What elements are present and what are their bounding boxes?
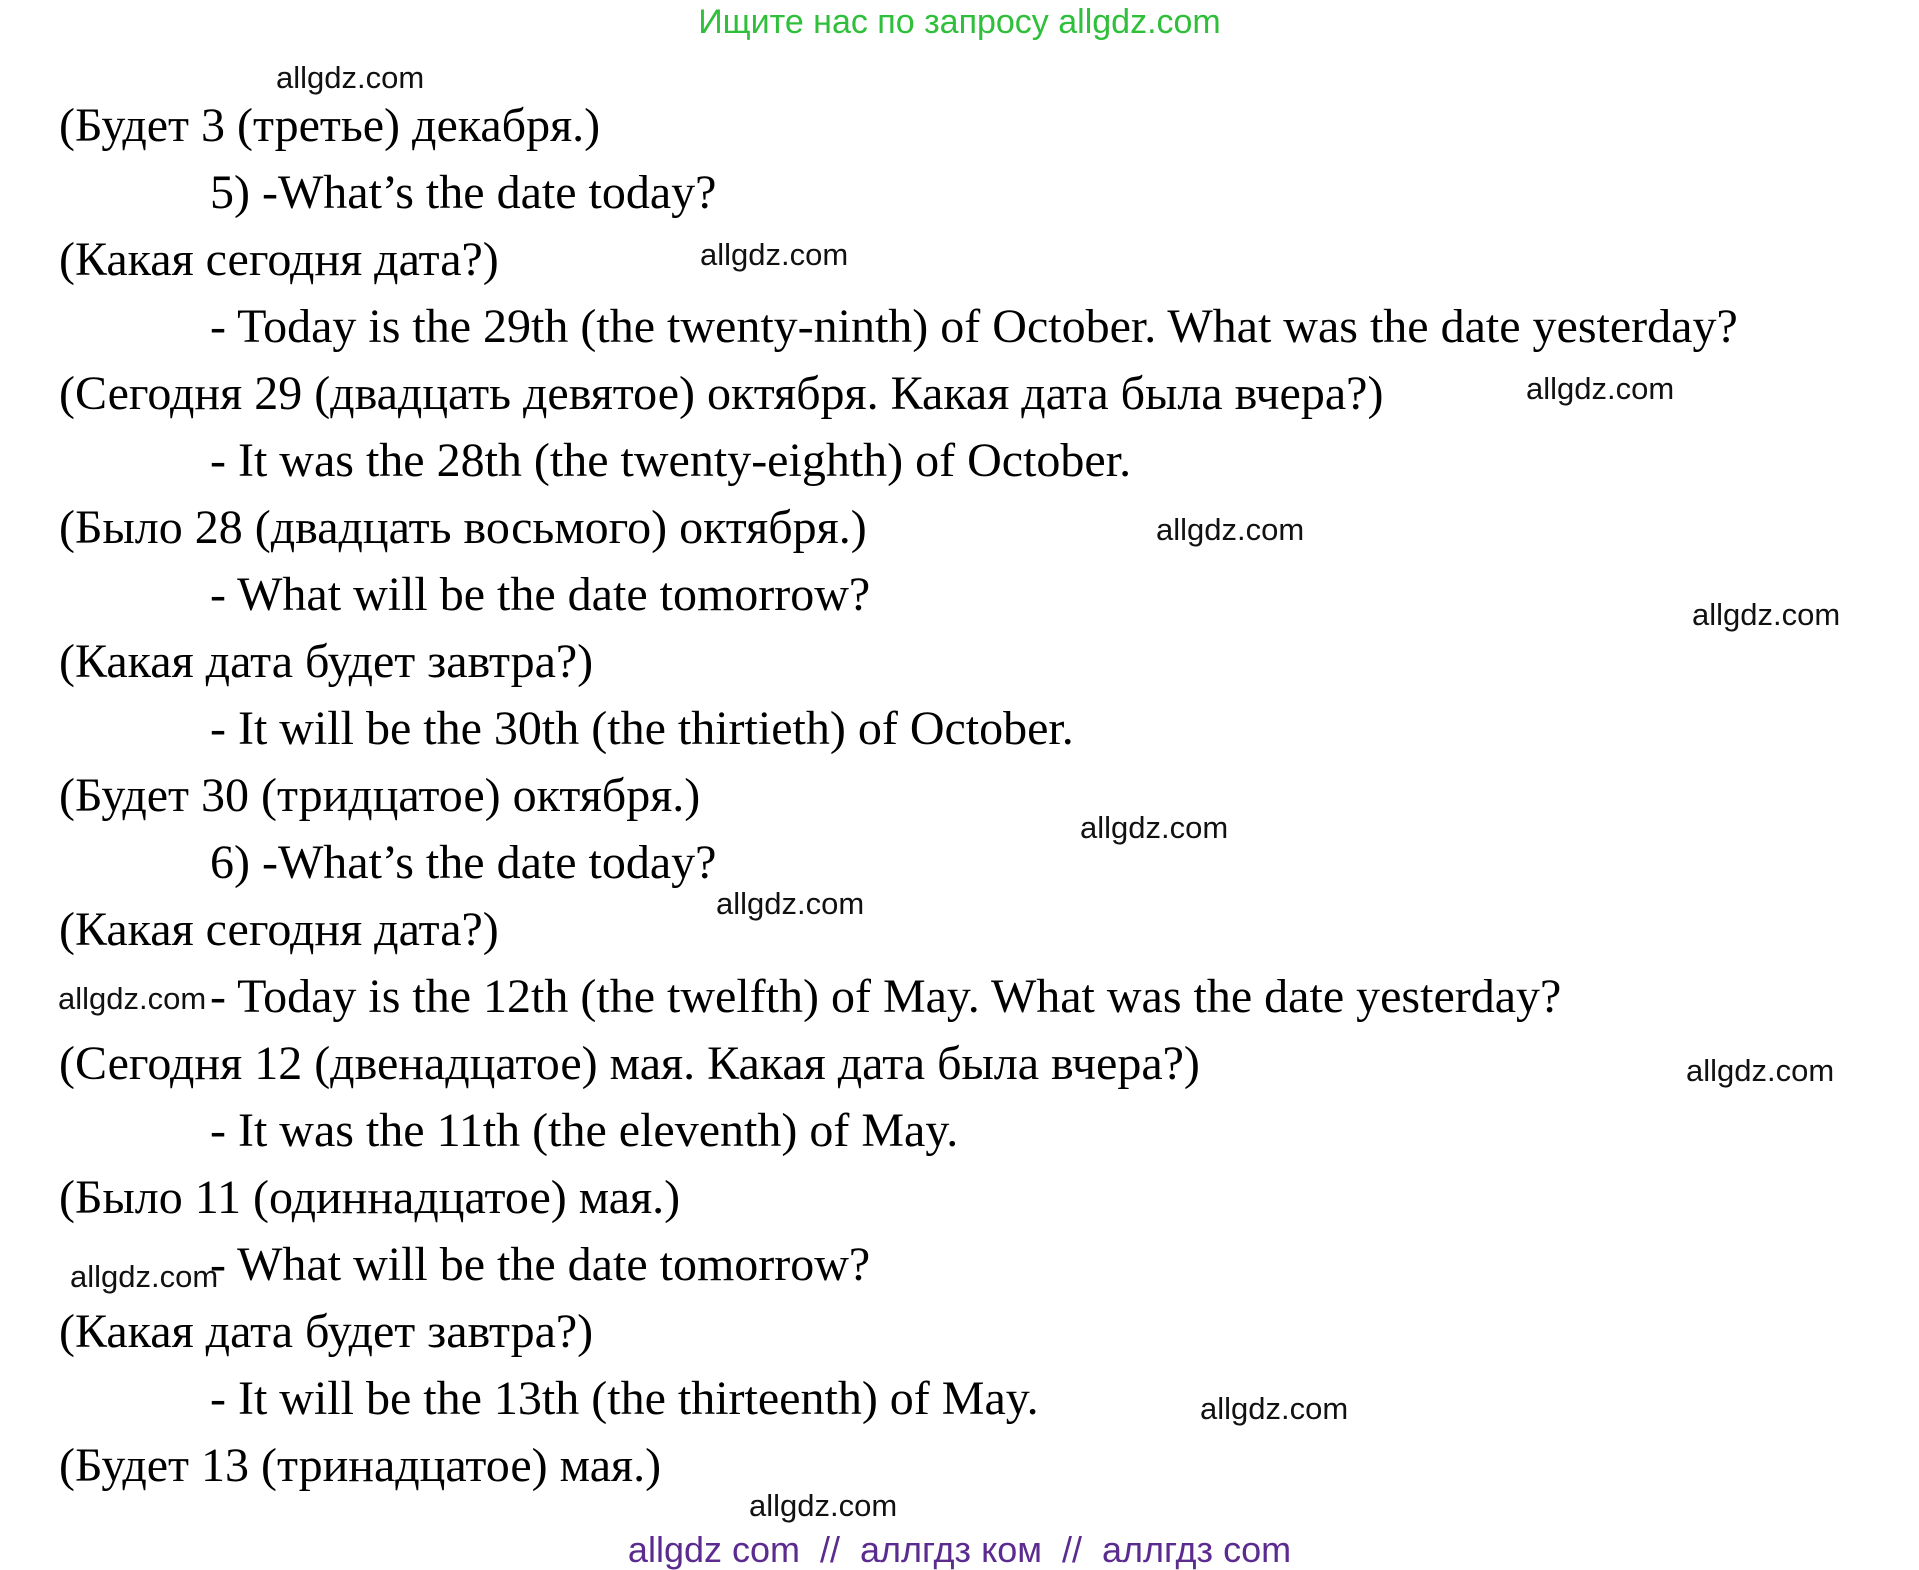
watermark: allgdz.com [749, 1488, 898, 1523]
text-line: (Какая сегодня дата?) [59, 233, 499, 286]
watermark: allgdz.com [58, 981, 207, 1016]
text-line: (Было 11 (одиннадцатое) мая.) [59, 1171, 681, 1224]
text-line: 5) -What’s the date today? [210, 166, 717, 219]
watermark: allgdz.com [276, 60, 425, 95]
text-line: (Сегодня 12 (двенадцатое) мая. Какая дата была вчера?) [59, 1037, 1200, 1090]
watermark: allgdz.com [1200, 1391, 1349, 1426]
watermark: allgdz.com [70, 1259, 219, 1294]
watermark: allgdz.com [1526, 371, 1675, 406]
text-line: (Какая дата будет завтра?) [59, 1305, 594, 1358]
watermark: allgdz.com [1686, 1053, 1835, 1088]
text-line: - It will be the 30th (the thirtieth) of October. [210, 702, 1074, 755]
watermark: allgdz.com [1156, 512, 1305, 547]
text-line: - It will be the 13th (the thirteenth) of May. [210, 1372, 1039, 1425]
watermark: allgdz.com [1692, 597, 1841, 632]
text-line: (Сегодня 29 (двадцать девятое) октября. Какая дата была вчера?) [59, 367, 1384, 420]
text-line: - What will be the date tomorrow? [210, 568, 871, 621]
watermark: allgdz.com [1080, 810, 1229, 845]
watermark: allgdz.com [700, 237, 849, 272]
watermark: allgdz.com [716, 886, 865, 921]
text-line: - It was the 11th (the eleventh) of May. [210, 1104, 959, 1157]
header-banner: Ищите нас по запросу allgdz.com [698, 3, 1221, 41]
text-line: 6) -What’s the date today? [210, 836, 717, 889]
text-line: (Какая дата будет завтра?) [59, 635, 594, 688]
text-line: - Today is the 12th (the twelfth) of May. What was the date yesterday? [210, 970, 1562, 1023]
text-line: - It was the 28th (the twenty-eighth) of October. [210, 434, 1132, 487]
text-line: (Будет 3 (третье) декабря.) [59, 99, 601, 152]
footer-banner: allgdz com // аллгдз ком // аллгдз com [627, 1529, 1292, 1570]
text-line: - Today is the 29th (the twenty-ninth) of October. What was the date yesterday? [210, 300, 1738, 353]
text-line: (Какая сегодня дата?) [59, 903, 499, 956]
text-line: - What will be the date tomorrow? [210, 1238, 871, 1291]
text-line: (Будет 30 (тридцатое) октября.) [59, 769, 701, 822]
text-line: (Будет 13 (тринадцатое) мая.) [59, 1439, 662, 1492]
text-line: (Было 28 (двадцать восьмого) октября.) [59, 501, 867, 554]
